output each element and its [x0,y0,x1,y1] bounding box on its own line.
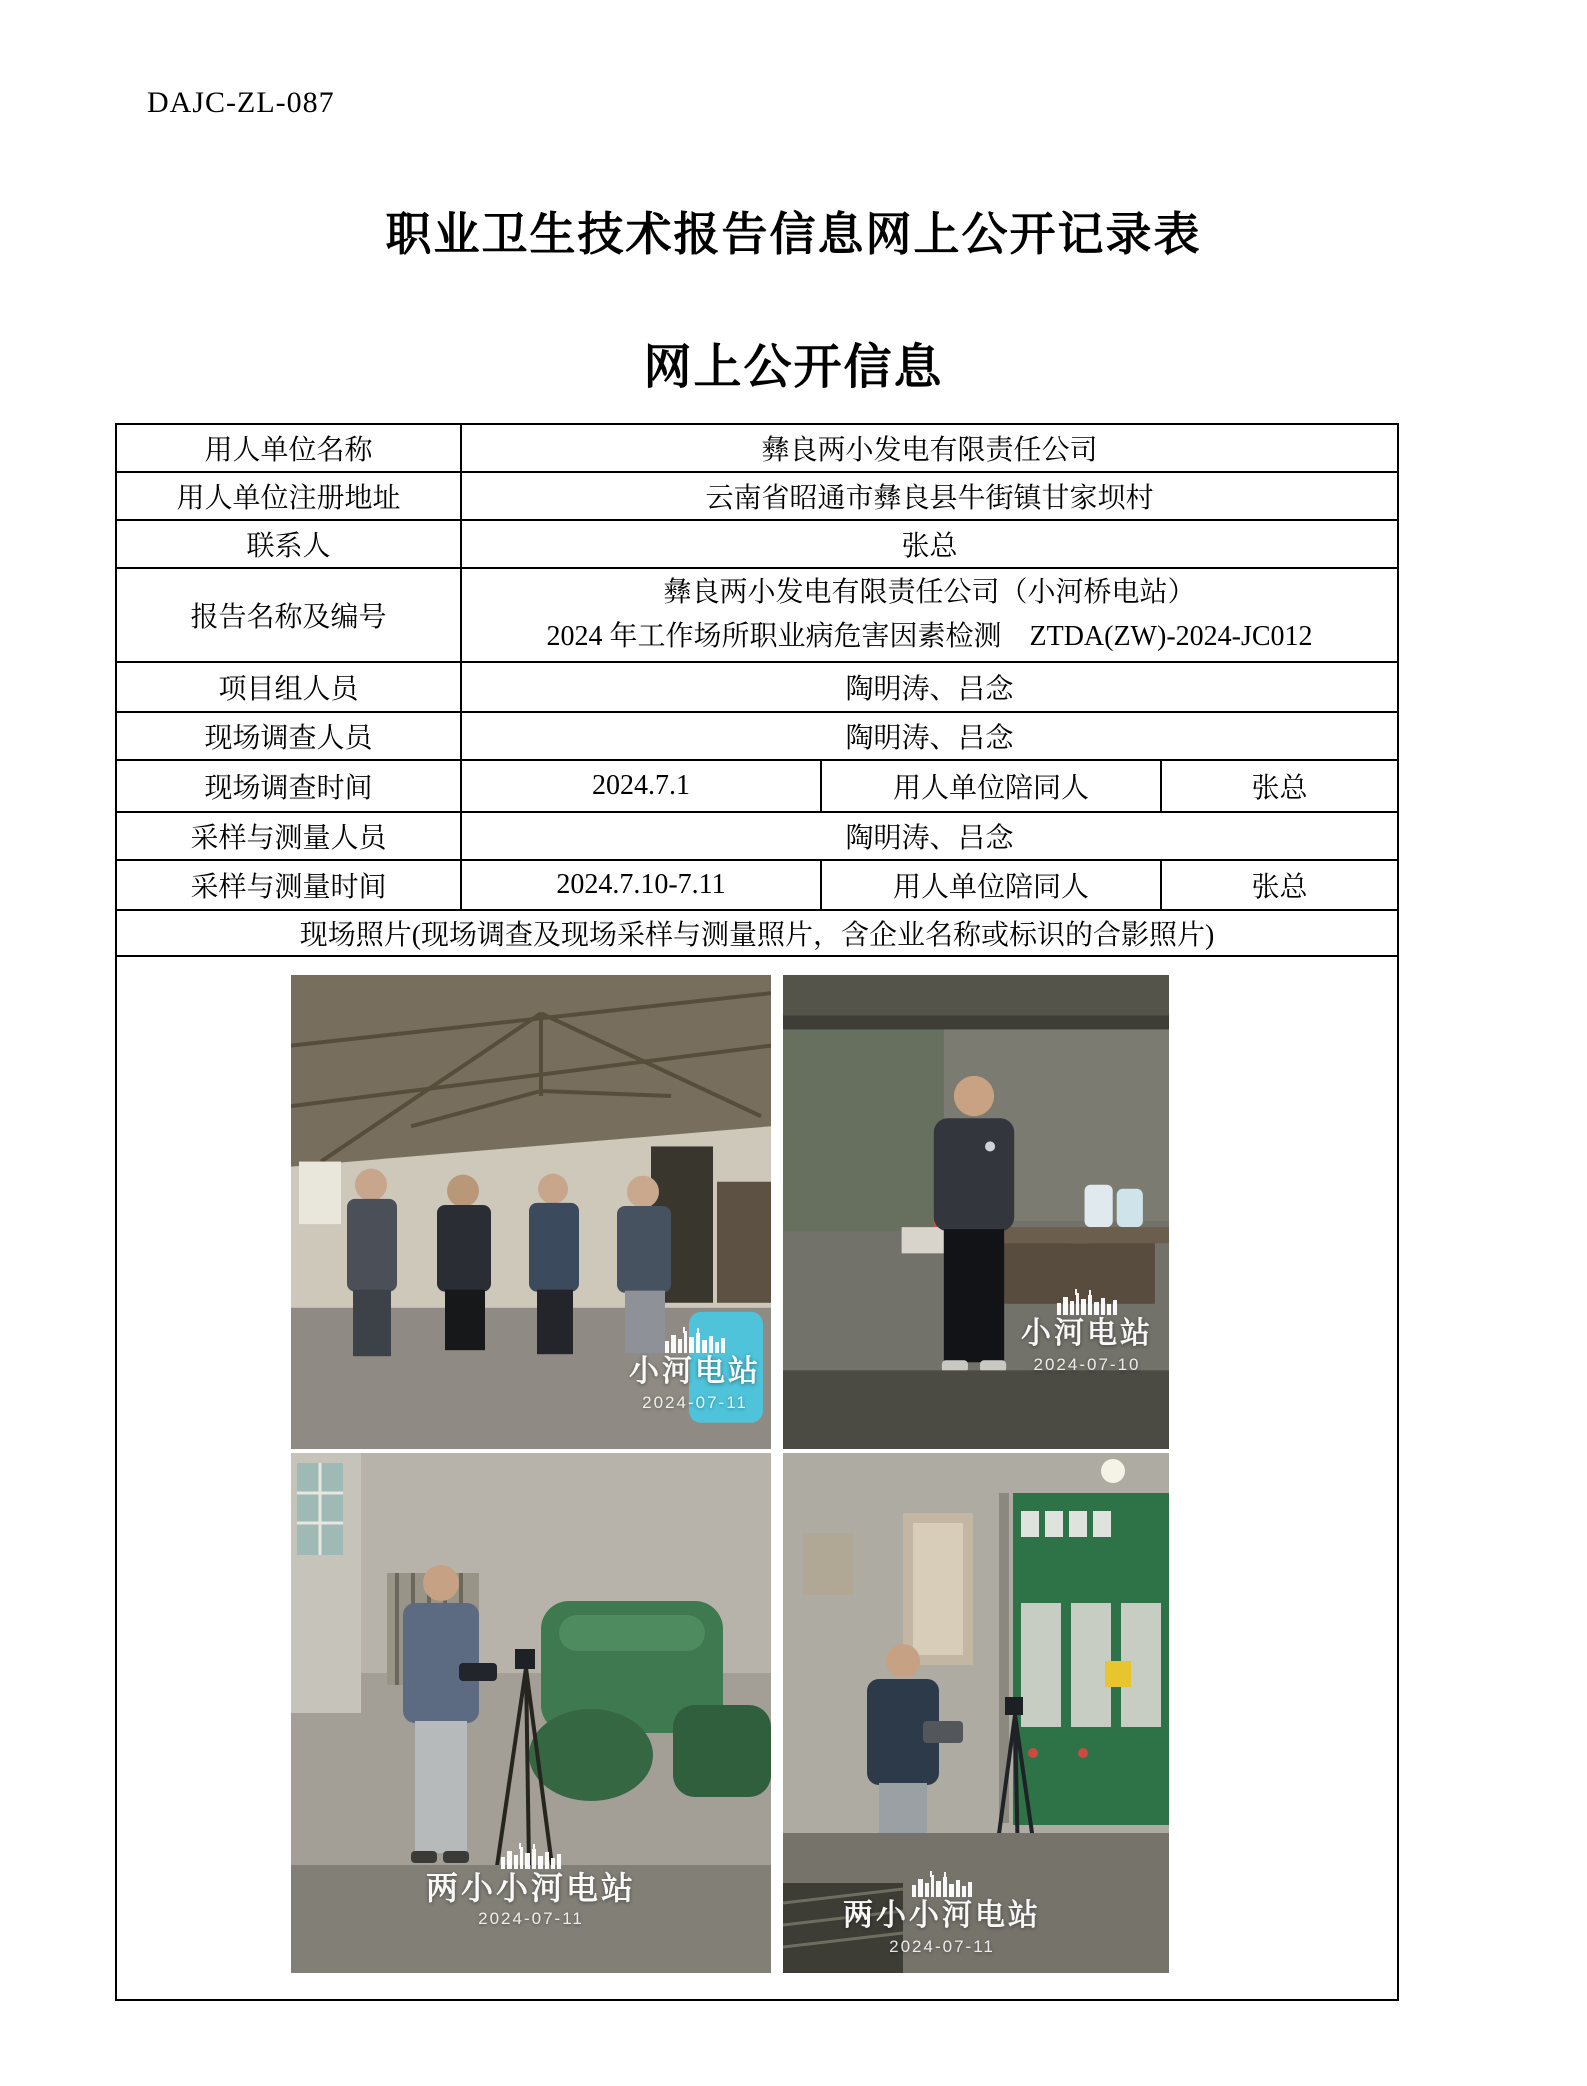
row-value: 张总 [461,520,1398,568]
row-label: 项目组人员 [116,662,461,712]
row-value: 云南省昭通市彝良县牛街镇甘家坝村 [461,472,1398,520]
row-value [461,568,1398,662]
site-photo-3 [291,1453,771,1973]
watermark-date: 2024-07-11 [642,1393,748,1412]
watermark-label: 两小小河电站 [425,1870,637,1906]
site-photo-1 [291,975,771,1449]
table-row-sampling-time [116,860,1398,910]
watermark-label: 两小小河电站 [843,1899,1041,1932]
page-title: 职业卫生技术报告信息网上公开记录表 [385,209,1202,260]
photo-watermark [629,1327,761,1413]
photo-watermark [843,1871,1041,1957]
city-skyline-icon [499,1843,563,1869]
photo-grid [121,959,1393,1997]
table-row-sampling-staff [116,812,1398,860]
table-row-employer-name [116,424,1398,472]
table-row-employer-address [116,472,1398,520]
doc-code: DAJC-ZL-087 [147,86,335,119]
companion-label: 用人单位陪同人 [821,860,1161,910]
photo-caption: 现场照片(现场调查及现场采样与测量照片，含企业名称或标识的合影照片) [116,910,1398,956]
watermark-date: 2024-07-10 [1033,1355,1141,1374]
site-photo-4 [783,1453,1169,1973]
row-label: 用人单位名称 [116,424,461,472]
row-value: 彝良两小发电有限责任公司 [461,424,1398,472]
companion-value: 张总 [1161,860,1398,910]
row-label: 现场调查时间 [116,760,461,812]
photo-watermark [426,1843,636,1929]
watermark-date: 2024-07-11 [478,1909,584,1928]
table-row-survey-time [116,760,1398,812]
row-label: 报告名称及编号 [116,568,461,662]
row-value: 2024.7.10-7.11 [461,860,821,910]
row-label: 联系人 [116,520,461,568]
watermark-label: 小河电站 [629,1355,761,1388]
city-skyline-icon [1055,1289,1119,1315]
section-title: 网上公开信息 [643,341,944,394]
record-table [115,423,1399,2001]
photo-scene [783,975,1169,1449]
photo-watermark [1021,1289,1153,1375]
watermark-date: 2024-07-11 [889,1937,995,1956]
site-photo-2 [783,975,1169,1449]
row-label: 采样与测量时间 [116,860,461,910]
table-row-photo-caption [116,910,1398,956]
companion-value: 张总 [1161,760,1398,812]
person-figure [934,1076,1014,1373]
report-name-line2: 2024 年工作场所职业病危害因素检测 ZTDA(ZW)-2024-JC012 [546,621,1313,652]
table-row-photos [116,956,1398,2000]
row-label: 用人单位注册地址 [116,472,461,520]
report-name-line1: 彝良两小发电有限责任公司（小河桥电站） [663,577,1196,608]
table-row-project-team [116,662,1398,712]
table-row-report-name [116,568,1398,662]
row-label: 现场调查人员 [116,712,461,760]
row-value: 陶明涛、吕念 [461,812,1398,860]
table-row-survey-staff [116,712,1398,760]
row-value: 2024.7.1 [461,760,821,812]
companion-label: 用人单位陪同人 [821,760,1161,812]
row-value: 陶明涛、吕念 [461,662,1398,712]
city-skyline-icon [910,1871,974,1897]
row-label: 采样与测量人员 [116,812,461,860]
green-cabinets [1013,1493,1169,1825]
city-skyline-icon [663,1327,727,1353]
row-value: 陶明涛、吕念 [461,712,1398,760]
watermark-label: 小河电站 [1021,1317,1153,1350]
table-row-contact [116,520,1398,568]
